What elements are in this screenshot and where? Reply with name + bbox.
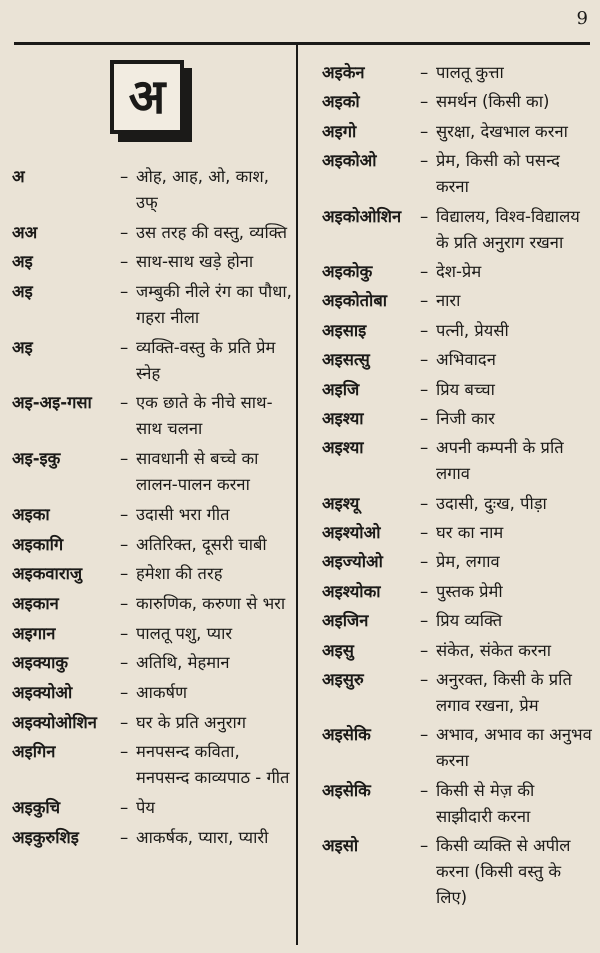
entry-dash: – xyxy=(420,320,429,340)
dictionary-entry xyxy=(322,491,592,517)
entry-meaning: पेय xyxy=(136,798,155,817)
entry-dash: – xyxy=(120,534,129,554)
entry-term: अइ-इकु xyxy=(12,449,61,469)
dictionary-entry xyxy=(322,288,592,314)
entry-term: अइ xyxy=(12,252,33,272)
entry-dash: – xyxy=(420,379,429,399)
entry-dash: – xyxy=(120,564,129,584)
entry-dash: – xyxy=(420,438,429,458)
dictionary-entry xyxy=(12,446,292,498)
entry-term: अइकेन xyxy=(322,63,365,82)
section-letter-box xyxy=(110,60,184,134)
entry-term: अइकुचि xyxy=(12,798,61,817)
entry-meaning: उस तरह की वस्तु, व्यक्ति xyxy=(136,222,288,242)
entry-dash: – xyxy=(120,712,129,732)
entry-meaning: अतिरिक्त, दूसरी चाबी xyxy=(136,534,267,554)
entry-term: अइश्या xyxy=(322,408,364,428)
entry-term: अइगो xyxy=(322,121,357,141)
entry-term: अइसेकि xyxy=(322,725,371,745)
dictionary-entry xyxy=(12,502,292,528)
dictionary-entry xyxy=(322,579,592,605)
entry-meaning: उदासी, दुःख, पीड़ा xyxy=(436,493,547,513)
entry-term: अअ xyxy=(12,222,38,242)
entry-term: अइश्योका xyxy=(322,581,381,601)
entry-meaning: कारुणिक, करुणा से भरा xyxy=(136,593,286,613)
entry-dash: – xyxy=(420,836,429,856)
dictionary-entry xyxy=(322,608,592,634)
entry-dash: – xyxy=(420,121,429,141)
dictionary-entry xyxy=(12,680,292,706)
dictionary-entry xyxy=(322,722,592,774)
dictionary-entry xyxy=(12,164,292,216)
entry-term: अ xyxy=(12,167,25,186)
entry-term: अइकवाराजु xyxy=(12,564,83,584)
entry-meaning: समर्थन (किसी का) xyxy=(436,92,550,112)
entry-term: अइकोओशिन xyxy=(322,206,402,226)
entry-term: अइसत्सु xyxy=(322,350,370,370)
entry-dash: – xyxy=(420,151,429,171)
dictionary-entry xyxy=(322,667,592,719)
entry-dash: – xyxy=(420,640,429,660)
entry-term: अइक्योओ xyxy=(12,682,73,702)
entry-dash: – xyxy=(420,611,429,631)
entry-term: अइजिन xyxy=(322,611,369,631)
entry-meaning: व्यक्ति-वस्तु के प्रति प्रेम स्नेह xyxy=(136,337,276,383)
entry-term: अइका xyxy=(12,504,50,524)
entry-term: अइश्यू xyxy=(322,493,360,513)
dictionary-entry xyxy=(322,406,592,432)
entry-term: अइगान xyxy=(12,623,56,643)
entry-term: अइ xyxy=(12,282,33,302)
dictionary-entry xyxy=(12,795,292,821)
entry-meaning: किसी से मेज़ की साझीदारी करना xyxy=(436,780,535,826)
entry-dash: – xyxy=(120,222,129,242)
entry-term: अइसेकि xyxy=(322,780,371,800)
entry-term: अइकान xyxy=(12,593,59,613)
entry-term: अइकुरुशिइ xyxy=(12,827,79,847)
entry-meaning: अभिवादन xyxy=(436,350,496,370)
entry-dash: – xyxy=(120,742,129,762)
entry-meaning: प्रेम, किसी को पसन्द करना xyxy=(436,151,560,197)
dictionary-entry xyxy=(12,825,292,851)
dictionary-entry xyxy=(322,89,592,115)
dictionary-entry xyxy=(322,833,592,911)
entry-dash: – xyxy=(420,670,429,690)
dictionary-entry xyxy=(322,520,592,546)
header-rule xyxy=(14,42,590,45)
entry-dash: – xyxy=(120,827,129,847)
entry-meaning: पालतू कुत्ता xyxy=(436,63,504,82)
entry-meaning: अतिथि, मेहमान xyxy=(136,653,230,673)
entry-term: अइगिन xyxy=(12,742,56,762)
entry-term: अइको xyxy=(322,92,360,112)
entry-dash: – xyxy=(420,493,429,513)
right-column xyxy=(322,60,592,915)
entry-term: अइकोकु xyxy=(322,261,373,281)
entry-dash: – xyxy=(420,350,429,370)
entry-meaning: घर का नाम xyxy=(436,523,504,543)
entry-meaning: विद्यालय, विश्व-विद्यालय के प्रति अनुराग रखना xyxy=(436,206,580,252)
dictionary-entry xyxy=(322,377,592,403)
entry-dash: – xyxy=(120,337,129,357)
dictionary-entry xyxy=(12,249,292,275)
entry-dash: – xyxy=(120,393,129,413)
entry-dash: – xyxy=(120,682,129,702)
entry-term: अइ xyxy=(12,337,33,357)
entry-dash: – xyxy=(420,552,429,572)
entry-term: अइसाइ xyxy=(322,320,367,340)
dictionary-entry xyxy=(322,638,592,664)
dictionary-entry xyxy=(322,60,592,86)
entry-term: अइकोओ xyxy=(322,151,377,171)
entry-meaning: प्रेम, लगाव xyxy=(436,552,500,572)
entry-term: अइज्योओ xyxy=(322,552,383,572)
entry-dash: – xyxy=(120,449,129,469)
entry-dash: – xyxy=(120,593,129,613)
entry-meaning: देश-प्रेम xyxy=(436,261,482,281)
entry-meaning: अभाव, अभाव का अनुभव करना xyxy=(436,725,592,771)
entry-dash: – xyxy=(420,523,429,543)
column-divider xyxy=(296,45,298,945)
entry-dash: – xyxy=(120,623,129,643)
entry-term: अइजि xyxy=(322,379,360,399)
dictionary-entry xyxy=(322,435,592,487)
entry-dash: – xyxy=(120,798,129,817)
entry-meaning: प्रिय व्यक्ति xyxy=(436,611,503,631)
entry-meaning: प्रिय बच्चा xyxy=(436,379,495,399)
entry-term: अइसो xyxy=(322,836,359,856)
dictionary-entry xyxy=(322,318,592,344)
dictionary-entry xyxy=(322,119,592,145)
entry-meaning: पालतू पशु, प्यार xyxy=(136,623,233,643)
entry-meaning: आकर्षक, प्यारा, प्यारी xyxy=(136,827,269,847)
entry-term: अइश्योओ xyxy=(322,523,381,543)
dictionary-entry xyxy=(322,549,592,575)
entry-meaning: मनपसन्द कविता, मनपसन्द काव्यपाठ - गीत xyxy=(136,742,290,788)
entry-dash: – xyxy=(420,92,429,112)
entry-meaning: निजी कार xyxy=(436,408,495,428)
entry-dash: – xyxy=(120,504,129,524)
entry-term: अइसुरु xyxy=(322,670,364,690)
entry-meaning: नारा xyxy=(436,291,461,311)
entry-dash: – xyxy=(420,780,429,800)
entry-dash: – xyxy=(420,261,429,281)
entry-meaning: साथ-साथ खड़े होना xyxy=(136,252,254,272)
entry-meaning: एक छाते के नीचे साथ-साथ चलना xyxy=(136,393,273,439)
dictionary-entry xyxy=(12,279,292,331)
entry-term: अइ-अइ-गसा xyxy=(12,393,92,413)
entry-meaning: किसी व्यक्ति से अपील करना (किसी वस्तु के लिए) xyxy=(436,836,571,908)
entry-dash: – xyxy=(120,653,129,673)
dictionary-entry xyxy=(12,561,292,587)
entry-dash: – xyxy=(420,291,429,311)
dictionary-entry xyxy=(322,204,592,256)
dictionary-entry xyxy=(12,335,292,387)
entry-dash: – xyxy=(420,206,429,226)
entry-meaning: अनुरक्त, किसी के प्रति लगाव रखना, प्रेम xyxy=(436,670,572,716)
dictionary-entry xyxy=(12,621,292,647)
dictionary-entry xyxy=(322,778,592,830)
entry-meaning: हमेशा की तरह xyxy=(136,564,223,584)
entry-term: अइश्या xyxy=(322,438,364,458)
dictionary-entry xyxy=(12,739,292,791)
entry-meaning: पत्नी, प्रेयसी xyxy=(436,320,509,340)
dictionary-entry xyxy=(12,390,292,442)
entry-dash: – xyxy=(420,63,429,82)
entry-dash: – xyxy=(420,725,429,745)
entry-term: अइकागि xyxy=(12,534,64,554)
dictionary-entry xyxy=(12,650,292,676)
entry-meaning: पुस्तक प्रेमी xyxy=(436,581,503,601)
entry-meaning: घर के प्रति अनुराग xyxy=(136,712,247,732)
entry-dash: – xyxy=(420,408,429,428)
dictionary-entry xyxy=(12,710,292,736)
entry-meaning: आकर्षण xyxy=(136,682,188,702)
entry-meaning: अपनी कम्पनी के प्रति लगाव xyxy=(436,438,564,484)
entry-dash: – xyxy=(120,167,129,186)
dictionary-entry xyxy=(322,347,592,373)
entry-meaning: सावधानी से बच्चे का लालन-पालन करना xyxy=(136,449,259,495)
entry-meaning: उदासी भरा गीत xyxy=(136,504,230,524)
entry-dash: – xyxy=(420,581,429,601)
dictionary-entry xyxy=(322,259,592,285)
entry-term: अइक्याकु xyxy=(12,653,69,673)
entry-dash: – xyxy=(120,282,129,302)
entry-meaning: संकेत, संकेत करना xyxy=(436,640,552,660)
entry-term: अइकोतोबा xyxy=(322,291,388,311)
entry-meaning: जम्बुकी नीले रंग का पौधा, गहरा नीला xyxy=(136,282,292,328)
dictionary-entry xyxy=(12,220,292,246)
section-letter: अ xyxy=(128,69,166,125)
page-number: 9 xyxy=(576,8,588,29)
entry-meaning: सुरक्षा, देखभाल करना xyxy=(436,121,568,141)
entry-dash: – xyxy=(120,252,129,272)
entry-term: अइक्योओशिन xyxy=(12,712,97,732)
entry-term: अइसु xyxy=(322,640,354,660)
dictionary-entry xyxy=(12,591,292,617)
dictionary-entry xyxy=(322,148,592,200)
dictionary-entry xyxy=(12,532,292,558)
left-column xyxy=(12,164,292,854)
entry-meaning: ओह, आह, ओ, काश, उफ् xyxy=(136,167,270,212)
